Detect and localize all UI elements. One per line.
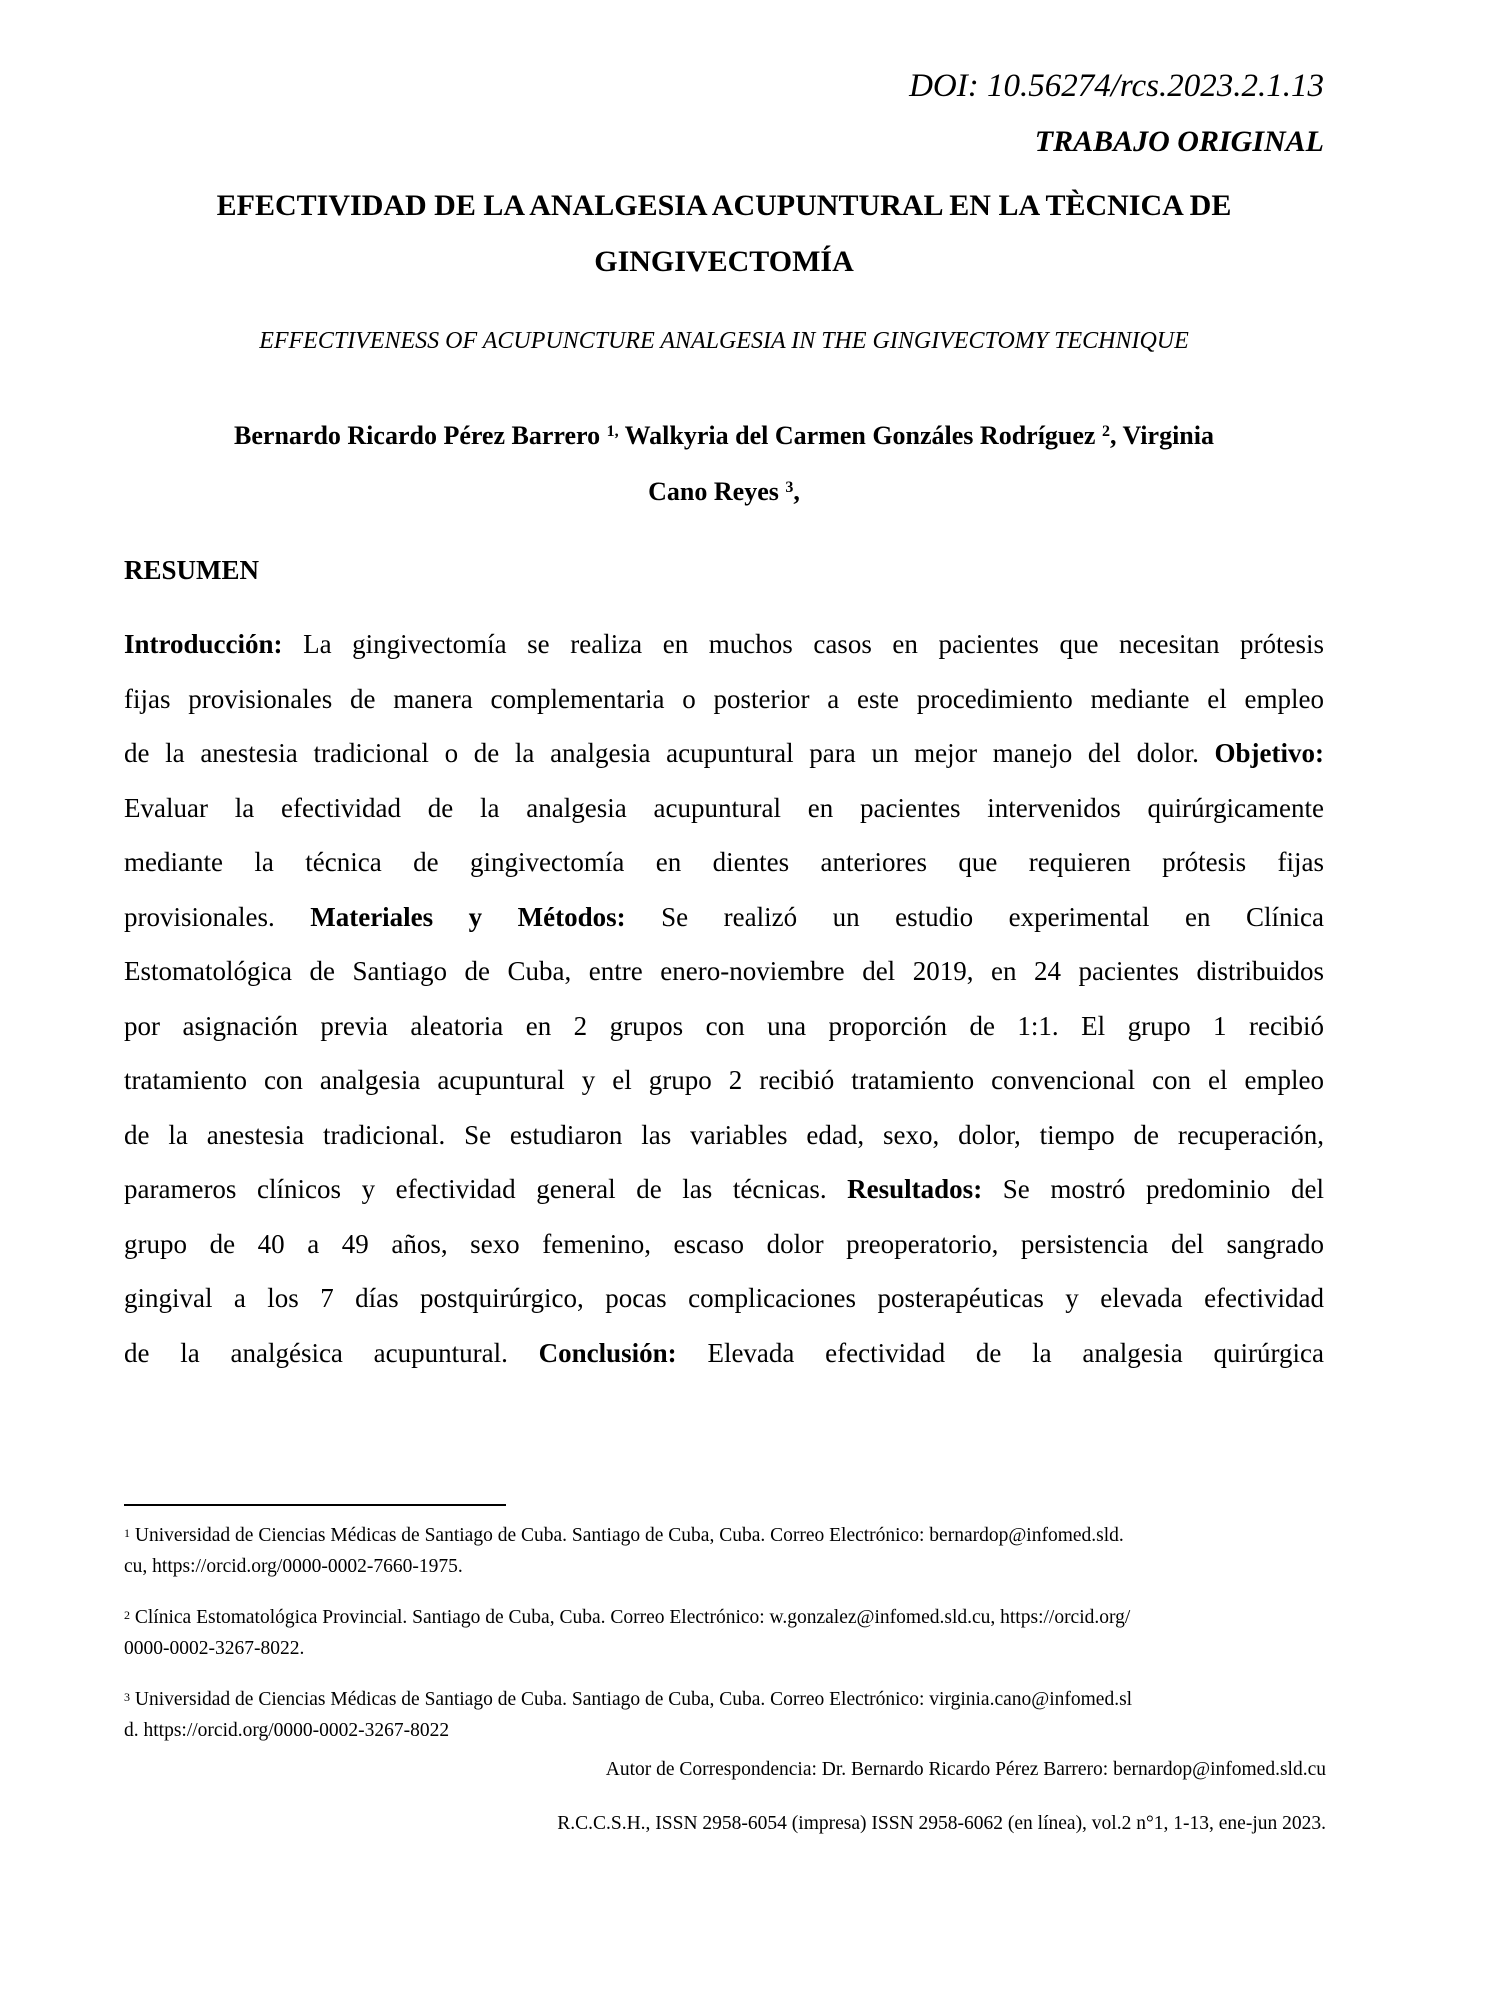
abstract-line: mediante la técnica de gingivectomía en dientes anteriores que requieren prótesis fijas <box>124 847 1324 877</box>
abstract-heading: RESUMEN <box>124 555 260 585</box>
footnote-number: 2 <box>124 1608 130 1622</box>
journal-citation: R.C.C.S.H., ISSN 2958-6054 (impresa) ISSN 2958-6062 (en línea), vol.2 n°1, 1-13, ene-jun 2023. <box>557 1813 1326 1834</box>
abstract-line: de la analgésica acupuntural. Conclusión: Elevada efectividad de la analgesia quirúrgica <box>124 1337 1324 1368</box>
abstract-line: Evaluar la efectividad de la analgesia acupuntural en pacientes intervenidos quirúrgicamente <box>124 792 1324 823</box>
abstract-line: parameros clínicos y efectividad general de las técnicas. Resultados: Se mostró predominio del <box>124 1174 1325 1204</box>
footnote-3: $^3$ Universidad de Ciencias Médicas de Santiago de Cuba. Santiago de Cuba, Cuba. Correo Electrónico: virginia.cano@infomed.sl d. https://orcid.org/0000-0002-3267-8022 <box>124 1689 1133 1741</box>
label-introduction: Introducción: <box>124 629 283 659</box>
abstract-line: grupo de 40 a 49 años, sexo femenino, escaso dolor preoperatorio, persistencia del sangrado <box>124 1228 1324 1259</box>
abstract-line: por asignación previa aleatoria en 2 grupos con una proporción de 1:1. El grupo 1 recibió <box>124 1010 1324 1041</box>
footnote-1: $^1$ Universidad de Ciencias Médicas de Santiago de Cuba. Santiago de Cuba, Cuba. Correo Electrónico: bernardop@infomed.sld. cu, https://orcid.org/0000-0002-7660-1975. <box>124 1525 1124 1577</box>
abstract-line: fijas provisionales de manera complementaria o posterior a este procedimiento mediante el empleo <box>124 683 1324 714</box>
abstract-line: Estomatológica de Santiago de Cuba, entre enero-noviembre del 2019, en 24 pacientes distribuidos <box>124 956 1324 986</box>
author-list: Bernardo Ricardo Pérez Barrero $^{1,}$ Walkyria del Carmen Gonzáles Rodríguez $^2$, Virginia Cano Reyes $^3$, <box>234 421 1214 506</box>
title-line-1: EFECTIVIDAD DE LA ANALGESIA ACUPUNTURAL EN LA TÈCNICA DE <box>216 189 1232 222</box>
label-methods: Materiales y Métodos: <box>310 901 626 932</box>
abstract-line: tratamiento con analgesia acupuntural y el grupo 2 recibió tratamiento convencional con el empleo <box>124 1065 1324 1095</box>
label-conclusion: Conclusión: <box>538 1337 677 1368</box>
author-name: Bernardo Ricardo Pérez Barrero <box>234 421 601 450</box>
english-title: EFFECTIVENESS OF ACUPUNCTURE ANALGESIA IN THE GINGIVECTOMY TECHNIQUE <box>259 328 1189 354</box>
article-type: TRABAJO ORIGINAL <box>1034 125 1324 158</box>
author-affiliation-mark: 1, <box>606 423 619 440</box>
abstract-line: gingival a los 7 días postquirúrgico, pocas complicaciones posterapéuticas y elevada efectividad <box>124 1283 1324 1313</box>
abstract-body <box>124 617 1324 1380</box>
author-name-rest: Cano Reyes <box>648 477 779 506</box>
corresponding-author: Autor de Correspondencia: Dr. Bernardo Ricardo Pérez Barrero: bernardop@infomed.sld.cu <box>605 1759 1326 1780</box>
author-name-first-part: Virginia <box>1122 421 1214 450</box>
author-affiliation-mark: 2 <box>1101 423 1110 440</box>
abstract-line: de la anestesia tradicional o de la analgesia acupuntural para un mejor manejo del dolor. Objetivo: <box>124 738 1324 768</box>
abstract-line: Introducción: La gingivectomía se realiza en muchos casos en pacientes que necesitan prótesis <box>124 629 1325 659</box>
abstract-line: provisionales. Materiales y Métodos: Se realizó un estudio experimental en Clínica <box>124 901 1324 932</box>
author-affiliation-mark: 3 <box>785 479 794 496</box>
doi: DOI: 10.56274/rcs.2023.2.1.13 <box>909 68 1324 104</box>
footnote-number: 1 <box>124 1526 130 1540</box>
footnote-2: $^2$ Clínica Estomatológica Provincial. Santiago de Cuba, Cuba. Correo Electrónico: w.gonzalez@infomed.sld.cu, https://orcid.org/ 0000-0002-3267-8022. <box>124 1607 1131 1659</box>
label-objective: Objetivo: <box>1214 738 1324 768</box>
article-title <box>124 178 1324 290</box>
author-name: Walkyria del Carmen Gonzáles Rodríguez <box>624 421 1096 450</box>
abstract-line: de la anestesia tradicional. Se estudiaron las variables edad, sexo, dolor, tiempo de recuperación, <box>124 1119 1324 1150</box>
footnote-number: 3 <box>124 1690 130 1704</box>
footnote-separator <box>124 1504 506 1506</box>
title-line-2: GINGIVECTOMÍA <box>594 245 854 278</box>
label-results: Resultados: <box>847 1174 983 1204</box>
